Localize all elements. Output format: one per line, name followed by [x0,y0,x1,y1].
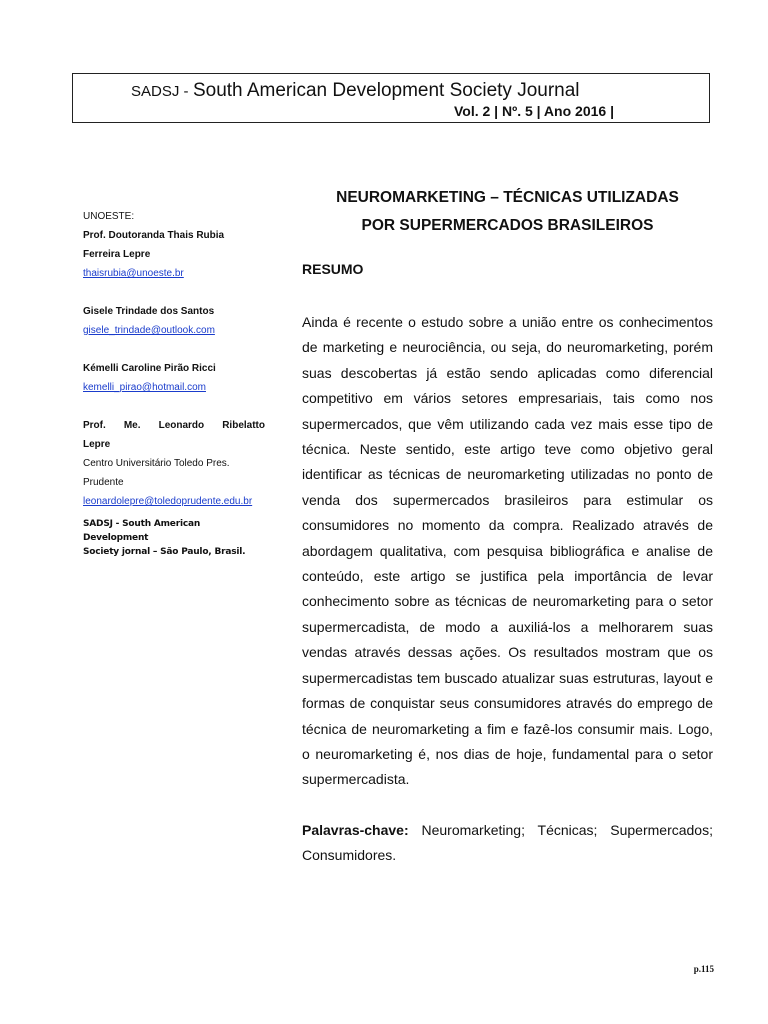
author-institution: Centro Universitário Toledo Pres. [83,458,230,469]
author-name-cont: Lepre [83,439,111,450]
abstract-heading: RESUMO [302,261,364,277]
journal-title [131,80,580,102]
journal-abbreviation: SADSJ - [131,83,189,100]
article-title-line: POR SUPERMERCADOS BRASILEIROS [361,217,654,234]
page-number: p.115 [693,964,714,974]
volume-line: Vol. 2 | Nº. 5 | Ano 2016 | [453,103,614,119]
author-name: Kémelli Caroline Pirão Ricci [83,363,216,374]
author-email-link[interactable]: kemelli_pirao@hotmail.com [83,382,206,393]
article-title-line: NEUROMARKETING – TÉCNICAS UTILIZADAS [336,189,679,206]
article-title [302,184,713,240]
journal-note-line: SADSJ - South American Development [83,519,201,543]
journal-name: South American Development Society Journal [192,80,580,101]
author-name-cont: Ferreira Lepre [83,249,151,260]
author-name: Prof. Me. Leonardo Ribelatto [83,420,265,431]
journal-header [72,73,710,123]
institution-label: UNOESTE: [83,211,135,222]
author-sidebar [83,207,265,559]
author-email-link[interactable]: thaisrubia@unoeste.br [83,268,184,279]
author-name: Gisele Trindade dos Santos [83,306,215,317]
article-body [302,184,713,869]
abstract-text: Ainda é recente o estudo sobre a união entre os conhecimentos de marketing e neurociência, ou seja, do neuromarketing, porém suas descobertas já estão sendo aplicadas como diferencial competitivo em vários setores empresariais, tais como nos supermercados, que vêm utilizando cada vez mais esse tipo de técnica. Neste sentido, este artigo teve como objetivo geral identificar as técnicas de neuromarketing utilizadas no ponto de venda dos supermercados brasileiros para estimular os consumidores no momento da compra. Realizado através de abordagem qualitativa, com pesquisa bibliográfica e analise de conteúdo, este artigo se justifica pela importância de levar conhecimento sobre as técnicas de neuromarketing para o setor supermercadista, de modo a auxiliá-los a melhorarem suas vendas através dessas ações. Os resultados mostram que os supermercadistas tem buscado atualizar suas estruturas, layout e formas de conquistar seus consumidores através do emprego de técnica de neuromarketing a fim e fazê-los consumir mais. Logo, o neuromarketing é, nos dias de hoje, fundamental para o setor supermercadista. [302,314,713,788]
keywords-label: Palavras-chave: [302,821,409,838]
journal-note [83,517,265,559]
journal-note-line: Society jornal – São Paulo, Brasil. [83,547,246,557]
title-rule: ____________________________________________ [358,242,657,256]
author-name: Prof. Doutoranda Thais Rubia [83,230,225,241]
keywords-list: Neuromarketing; Técnicas; Supermercados; Consumidores. [302,821,713,864]
author-email-link[interactable]: gisele_trindade@outlook.com [83,325,215,336]
author-email-link[interactable]: leonardolepre@toledoprudente.edu.br [83,496,253,507]
author-institution-cont: Prudente [83,477,124,488]
keywords [302,818,713,869]
